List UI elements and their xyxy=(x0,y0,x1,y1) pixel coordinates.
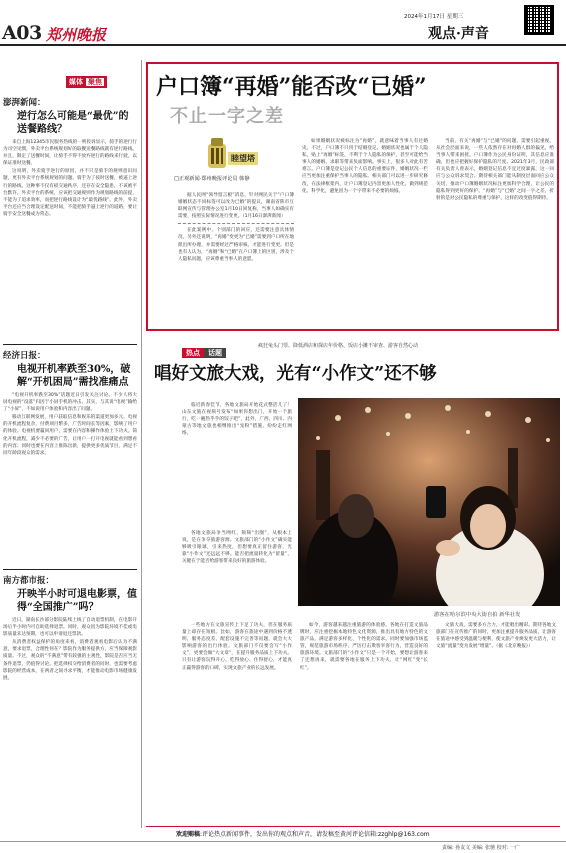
top-col-1-text: 在此案例中，个别部门的回应，还需要注意具体情况，另外还说明，“再婚”变更为“已婚”需要到户口所在地派出所办理，并需要经过严格审核，才能进行变更。但是也有人认为，“再婚”和“已婚”在户口簿上的区别，涉及个人隐私问题，应该尊重当事人的意愿。 xyxy=(178,228,294,262)
left-item-source: 经济日报： xyxy=(3,351,46,361)
media-badge xyxy=(66,76,107,88)
bottom-col-a xyxy=(182,622,292,816)
left-item-title: 开映半小时可退电影票，值得“全国推广”吗？ xyxy=(17,589,137,613)
footer-bar-label: 欢迎赐稿 xyxy=(176,831,201,838)
qr-code-icon xyxy=(524,5,554,35)
tower-icon xyxy=(206,136,228,170)
left-item-source: 南方都市报： xyxy=(3,576,55,586)
media-badge-label-2: 聚焦 xyxy=(88,78,102,86)
top-article-box xyxy=(146,62,559,331)
top-col-1 xyxy=(178,192,294,328)
date-line: 2024年1月17日 星期三 xyxy=(404,14,464,20)
hot-tag: 热点 xyxy=(182,348,204,358)
top-col-2-text: 如果婚姻状况被标注为“再婚”，就意味着当事人有过婚史。不过，户口簿不只用于结婚登记，婚姻状况也属于个人隐私，贴上“再婚”标签，不利于个人隐私的保护，甚至可能给当事人的婚姻、求职等带来负面影响。事实上，很多人对此有苦难言。户口簿是登记公民个人信息的重要证件，婚姻状况一栏应当更加注重保护当事人的隐私。相关部门可以进一步研究修改，在法律框架内，让户口簿登记内容更加人性化，做到规范化、科学化，避免因为一个字带来不必要的烦恼。 xyxy=(302,139,428,194)
bottom-col-b xyxy=(300,622,428,816)
top-article-subtitle: 不止一字之差 xyxy=(170,106,284,127)
left-item-title: 电视开机率跌至30%，破解“开机困局”需找准痛点 xyxy=(17,364,131,388)
footer-editors: 责编: 孙友文 美编: 张驰 校对: 一广 xyxy=(442,845,521,851)
left-item xyxy=(3,574,137,826)
lead-divider xyxy=(178,223,294,224)
left-item-source: 澎湃新闻： xyxy=(3,98,46,108)
bottom-col-a-text: 一些地方在文旅宣传上下足了功夫，但在服务质量上却存在短板。比如，游客在旅途中遇到价格不透明、服务态度差、配套设施不完善等问题，就会大大影响游客的出行体验。文旅部门不仅要会写“小作文”，更要会做“大文章”，在提升服务品质上下功夫。只有让游客玩得开心、吃得放心、住得舒心，才能真正赢得游客的口碑，实现文旅产业的长远发展。 xyxy=(182,623,292,671)
bottom-col-1-bottom xyxy=(182,530,292,618)
bottom-article xyxy=(148,340,560,826)
bottom-col-1-top-text: 临近新春佳节，各地文旅局开始花式整活儿了！山东文旅在视频号发布“如果你想出门，开始一个旅行，吃一碗热乎乎的饺子吧”，此外，广西、四川、内蒙古等地文旅也相继推出“宠粉”措施，纷纷走红网络。 xyxy=(182,403,292,437)
top-col-3 xyxy=(436,138,554,326)
paper-logo: 郑州晚报 xyxy=(46,26,107,44)
top-col-3-text: 当前，有关“再婚”与“已婚”的问题，需要引起重视。从社会层面来说，一些人依然存在对再婚人群的偏见，给当事人带来困扰。户口簿作为公民身份证明，其信息应准确，但也应把握好保护隐私的尺度。2021年3月，民政部有关负责人曾表示，婚姻登记信息不宜过度暴露，这一回应与公众诉求契合。期待相关部门能从制度层面回应公众关切，推动户口簿婚姻状况标注更加科学合理，让公民的隐私得到更好的保护。“再婚”与“已婚”之间一字之差，折射的是对公民隐私的尊重与保护，这样的改变值得期待。 xyxy=(436,139,554,201)
page-header xyxy=(0,0,566,46)
bottom-article-title: 唱好文旅大戏，光有“小作文”还不够 xyxy=(154,364,437,384)
left-item-paragraph: 移动互联网发展，用户获取信息和娱乐的渠道更加多元。电视的开机流程复杂，付费项目繁多，广告时间长等因素，影响了用户的体验。电视机要赢回用户，需要在内容和操作体验上下功夫。简化开机流程，减少不必要的广告，让用户一打开电视就能看到想看的内容；同时也要在内容上推陈出新，提供更多优质节目，满足不同年龄段观众的需求。 xyxy=(3,415,137,456)
topic-tag: 话题 xyxy=(204,348,226,358)
column-separator xyxy=(141,60,142,828)
bottom-col-b-text: 如今，游客越来越注重旅游的体验感。各地在打造文旅品牌时，应注重挖掘本地特色文化资源，推出具有地方特色的文旅产品，满足游客多样化、个性化的需求。同时要加强市场监管，规范旅游市场秩序，严厉打击欺客宰客行为，营造良好的旅游环境。文旅部门的“小作文”只是一个开始，要想让游客来了还想再来，就需要各地在服务上下功夫，让“网红”变“长红”。 xyxy=(300,623,428,671)
left-divider xyxy=(3,344,137,345)
page-number: A03 xyxy=(2,22,42,44)
top-article-lead: 据人民网“领导留言板”消息，针对网民关于“户口簿婚姻状态不同标签可以改为已婚”的提议，湖南省陕市互联网宣传与管理办公室1月10日回复称，当事人如确实有需要，按照实际情况进行变更。（1月16日澎湃新闻） xyxy=(178,193,294,220)
left-item-paragraph: 近日，湖南长沙部分影院陆续上线了自动退票机制，在电影开场后半小时内可自助选择退票。同时，观众因为影院环境不佳或电影质量未达预期，也可以申请退还票款。 xyxy=(3,618,137,638)
festival-photo xyxy=(298,398,560,606)
top-col-2 xyxy=(302,138,428,326)
bottom-col-1-bottom-text: 各地文旅局争当网红，频频“出圈”，从根本上说，是在争夺旅游客源。文旅部门的“小作文”确实能够吸引眼球，引来热度，但想要真正留住游客，光靠“小作文”还远远不够。能否把流量转化为“留量”，关键在于能否给游客带来良好的旅游体验。 xyxy=(182,531,292,565)
left-item-paragraph: 从消费者权益保护的角度来看，消费者观看电影后认为不满意，要求退票，合理性何在？影院作为服务提供方，应当保障观影质量。不过，观众的“不满意”带有较强的主观性，影院是否应当无条件退票，仍值得讨论。把选择权交给消费者的同时，也需要考虑影院的经营成本，在两者之间寻求平衡，才能推动电影市场健康发展。 xyxy=(3,640,137,681)
footer-bottom-rule xyxy=(0,841,566,842)
header-rule xyxy=(0,44,566,46)
column-name: 睦望塔 xyxy=(228,152,258,165)
topic-tags xyxy=(182,340,226,359)
left-item xyxy=(3,349,137,567)
topics-line: 疯狂兔头门票、降低酒店和探店年价格、饭店小摊不审查、游客自然心动 xyxy=(258,343,419,349)
left-item-paragraph: “电视开机率跌至30%”话题近日引发关注讨论。不少人将大屏电视的“没落”归因于小屏手机的冲击。其实，与其说“电视”输给了“小屏”，不如说用户体验和内容出了问题。 xyxy=(3,393,137,413)
left-item-title: 逆行怎么可能是“最优”的送餐路线？ xyxy=(17,111,129,135)
left-divider xyxy=(3,569,137,570)
footer-rule xyxy=(146,826,560,827)
bottom-col-c xyxy=(436,622,556,816)
left-column xyxy=(3,96,137,826)
footer-bar xyxy=(176,829,430,838)
bottom-col-1-top xyxy=(182,402,292,524)
byline: □正观新闻·郑州晚报评论员 韩静 xyxy=(174,176,250,182)
section-name: 观点·声音 xyxy=(428,26,489,42)
media-badge-label: 媒体 xyxy=(69,78,83,86)
top-article-title: 户口簿“再婚”能否改“已婚” xyxy=(156,74,427,100)
left-item xyxy=(3,96,137,342)
left-item-paragraph: 来自上海12345市民服务热线的一则投诉显示，骑手的逆行行为司空见惯，外卖平台系统规划好的取餐送餐路线就有逆行路线。并且，限定了送餐时间，让骑手不得不放弃逆行的路线来行驶，以保证准时送餐。 xyxy=(3,140,137,167)
left-item-paragraph: 这说明，外卖骑手逆行的原因，并不只是骑手的规则意识问题，更有外卖平台系统规划的问题。骑手为了按时送餐，被逼上逆行的路线。这种事不仅有损交通秩序，还存在安全隐患，不该被平台默许。外卖平台的系统，应该把交通规则作为规划路线的前提，不能为了追求效率，而把逆行路线设计为“最优路线”。此外，外卖平台还应当合理设定配送时间，不能把骑手逼上逆行的道路，要让骑手安全送餐成为常态。 xyxy=(3,169,137,217)
photo-caption: 游客在哈尔滨中央大街自拍 新华社发 xyxy=(434,612,521,618)
bottom-col-c-text: 文旅大戏，需要多方合力，才能唱出精彩。期待各地文旅部门在宣传推广的同时，更加注重提升服务品质，让游客在旅途中感受到温暖与便利，使文旅产业焕发更大活力，让文旅“流量”变为发展“增量”。（据《北京晚报》） xyxy=(436,623,556,650)
footer-bar-text: :评论热点新闻事件，发出你的观点和声音，请发稿至黄河评论信箱:zzghlp@163.com xyxy=(200,831,430,838)
